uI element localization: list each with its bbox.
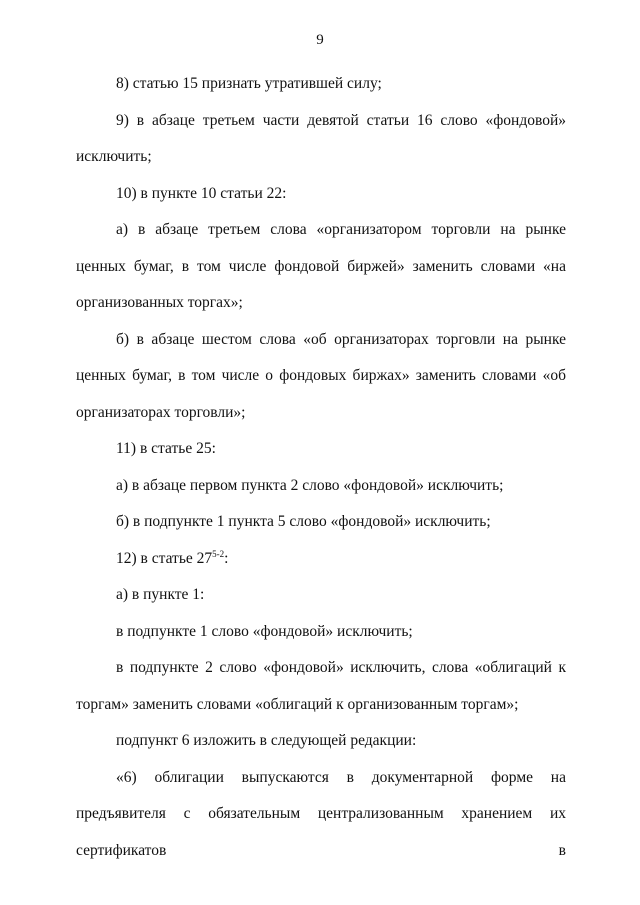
paragraph-item-11a: а) в абзаце первом пункта 2 слово «фондовой» исключить; (116, 476, 504, 494)
item-12-prefix: 12) в статье 27 (116, 549, 213, 567)
paragraph-subitem-6-text: «6) облигации выпускаются в документарной форме на предъявителя с обязательным централизованным хранением их сертификатов в (76, 768, 566, 859)
paragraph-item-10a: а) в абзаце третьем слова «организатором торговли на рынке ценных бумаг, в том числе фондовой биржей» заменить словами «на организованных торгах»; (76, 221, 566, 311)
paragraph-item-10b: б) в абзаце шестом слова «об организаторах торговли на рынке ценных бумаг, в том числе о фондовых биржах» заменить словами «об организаторах торговли»; (76, 330, 566, 421)
paragraph-item-11b: б) в подпункте 1 пункта 5 слово «фондовой» исключить; (116, 513, 491, 530)
paragraph-item-10: 10) в пункте 10 статьи 22: (116, 184, 287, 202)
paragraph-item-12a: а) в пункте 1: (116, 586, 205, 603)
page-number: 9 (316, 32, 324, 48)
item-12-suffix: : (224, 549, 229, 567)
paragraph-item-9: 9) в абзаце третьем части девятой статьи 16 слово «фондовой» исключить; (76, 111, 566, 165)
paragraph-item-8: 8) статью 15 признать утратившей силу; (116, 75, 382, 92)
paragraph-item-12 (76, 541, 566, 578)
paragraph-subitem-1: в подпункте 1 слово «фондовой» исключить; (116, 622, 413, 640)
paragraph-subitem-2: в подпункте 2 слово «фондовой» исключить, слова «облигаций к торгам» заменить словами «облигаций к организованным торгам»; (76, 659, 566, 713)
paragraph-item-11: 11) в статье 25: (116, 440, 216, 457)
paragraph-subitem-6-intro: подпункт 6 изложить в следующей редакции: (116, 732, 417, 749)
document-body (76, 66, 566, 869)
item-12-superscript: 5-2 (212, 548, 225, 559)
